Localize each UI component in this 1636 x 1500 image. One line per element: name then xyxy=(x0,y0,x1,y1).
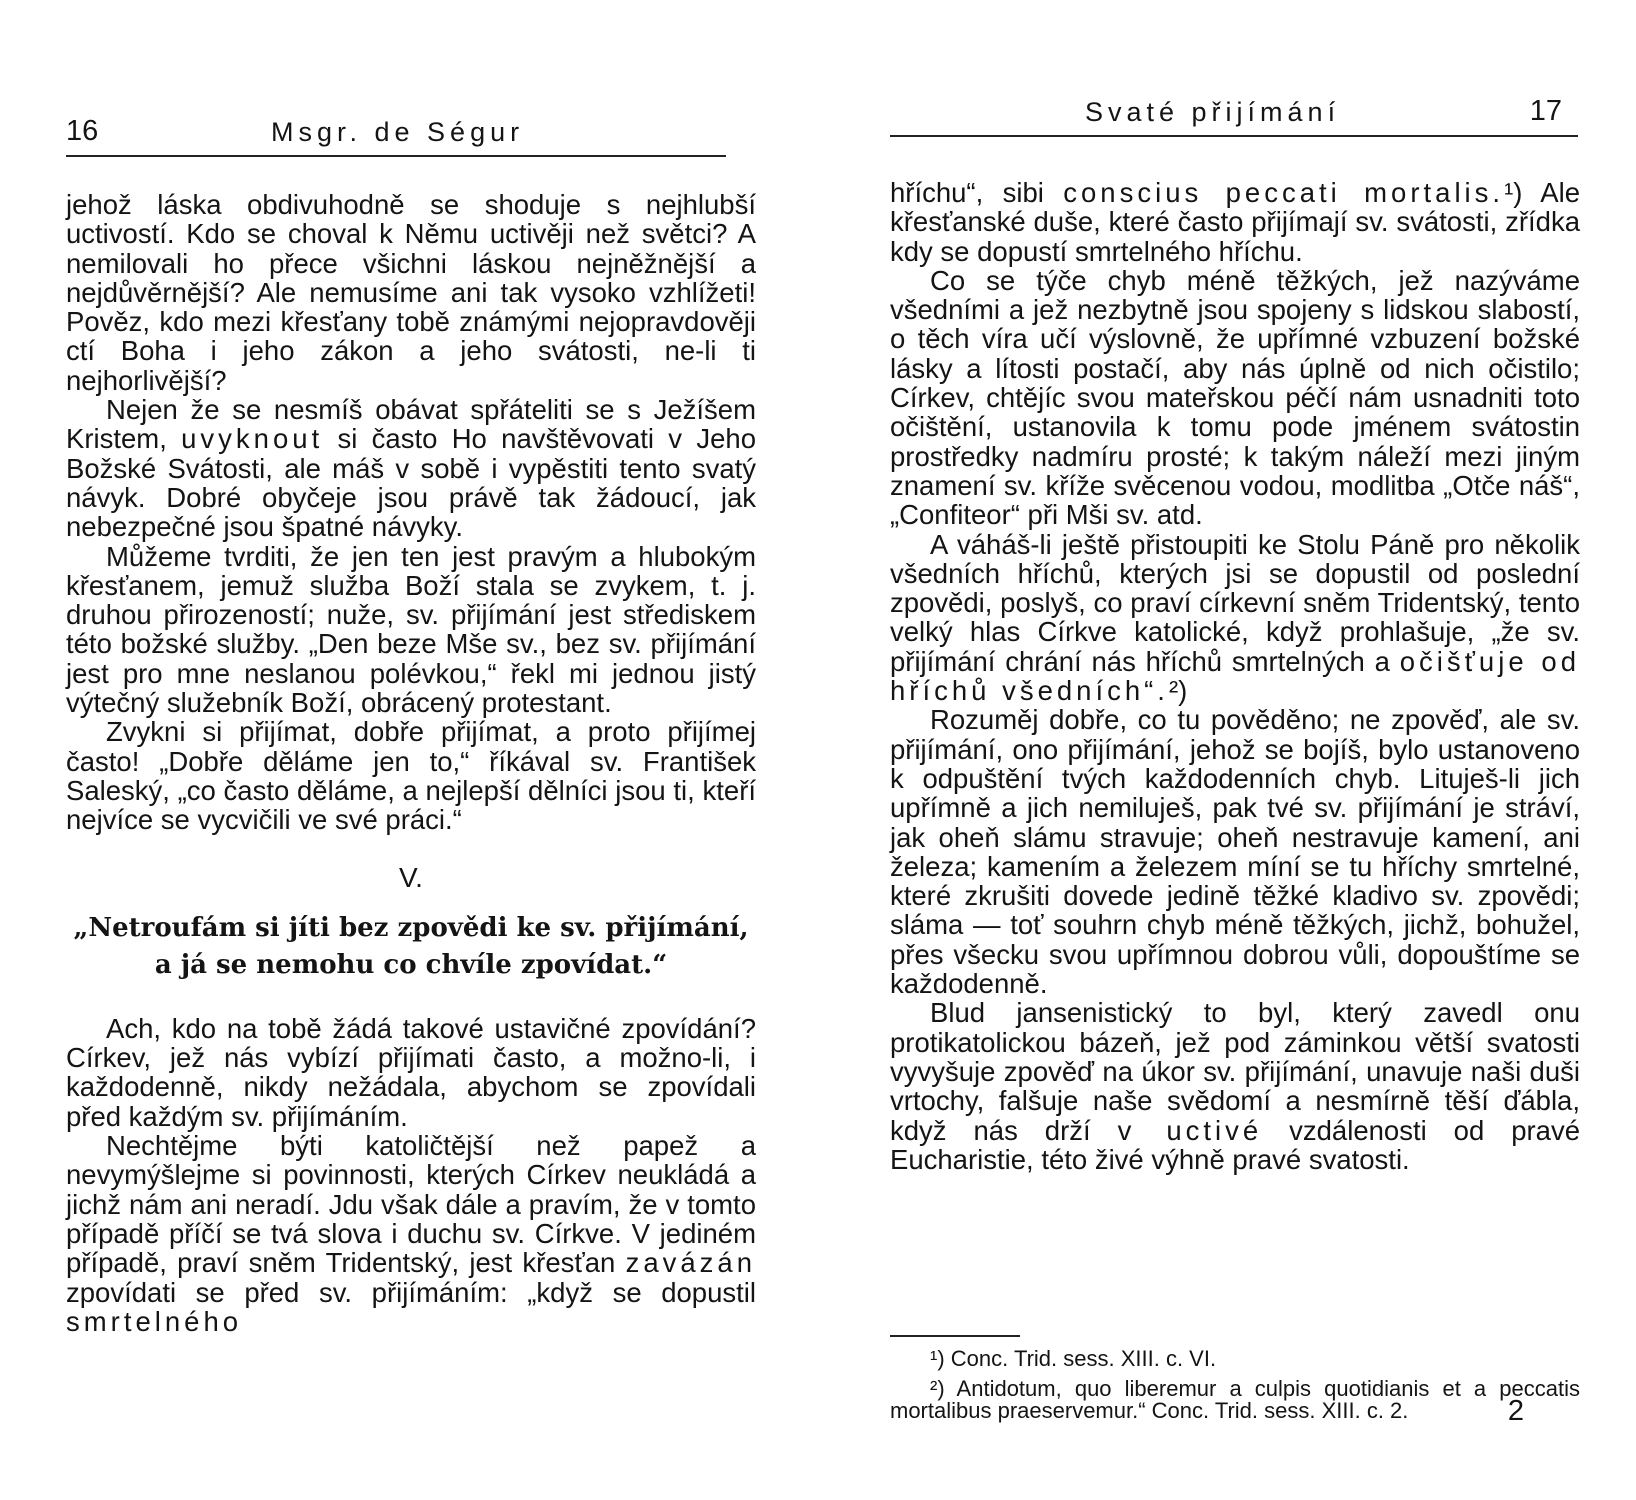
paragraph-text: si často Ho navštěvovati v Jeho Božské Svátosti, ale máš v sobě i vypěstiti tento svatý návyk. Dobré obyčeje jsou právě tak žádoucí, jak nebezpečné jsou špatné návyky. xyxy=(66,423,756,543)
paragraph: Zvykni si přijímat, dobře přijímat, a proto přijímej často! „Dobře děláme jen to,“ říkával sv. František Saleský, „co často děláme, a nejlepší dělníci jsou ti, kteří nejvíce se vycvičili ve své práci.“ xyxy=(66,716,756,836)
paragraph-text: Ale křesťanské duše, které často přijímají sv. svátosti, zřídka kdy se dopustí smrtelného hříchu. xyxy=(890,177,1581,267)
spaced-emphasis: smrtelného xyxy=(66,1305,243,1337)
paragraph-text: Nechtějme býti katoličtější než papež a nevymýšlejme si povinnosti, kterých Církev neukládá a jichž nám ani neradí. Jdu však dále a pravím, že v tomto případě příčí se tvá slova i duchu sv. Církve. V jediném případě, praví sněm Tridentský, jest křesťan xyxy=(66,1130,756,1279)
header-rule xyxy=(66,155,726,157)
running-head: Svaté přijímání xyxy=(1085,97,1341,127)
spaced-emphasis: v uctivé xyxy=(1117,1114,1263,1146)
paragraph xyxy=(66,1131,756,1336)
footnotes xyxy=(890,1348,1580,1430)
paragraph-text: A váháš-li ještě přistoupiti ke Stolu Páně pro několik všedních hříchů, kterých jsi se dopustil od poslední zpovědi, poslyš, co praví církevní sněm Tridentský, tento velký hlas Církve katolické, když prohlašuje, „že sv. přijímání chrání nás hříchů smrtelných a xyxy=(890,528,1580,677)
paragraph-text: Blud jansenistický to byl, který zavedl onu protikatolickou bázeň, jež pod záminkou větší svatosti vyvyšuje zpověď na úkor sv. přijímání, unavuje naši duši vrtochy, falšuje naše svědomí a nesmírně těší ďábla, když nás drží xyxy=(890,997,1580,1146)
paragraph: Ach, kdo na tobě žádá takové ustavičné zpovídání? Církev, jež nás vybízí přijímati často, a možno-li, i každodenně, nikdy nežádala, abychom se zpovídali před každým sv. přijímáním. xyxy=(66,1012,756,1132)
footnote-rule xyxy=(890,1335,1020,1337)
paragraph xyxy=(890,178,1580,266)
footnote: ²) Antidotum, quo liberemur a culpis quotidianis et a peccatis mortalibus praeservemur.“ Conc. Trid. sess. XIII. c. 2. xyxy=(890,1376,1580,1423)
spaced-emphasis: uvyknout xyxy=(181,423,324,455)
page-number: 16 xyxy=(66,115,99,147)
right-page-header xyxy=(890,95,1580,145)
footnote: ¹) Conc. Trid. sess. XIII. c. VI. xyxy=(930,1346,1217,1371)
signature-mark: 2 xyxy=(1507,1395,1524,1427)
spaced-emphasis: conscius peccati mortalis. xyxy=(1063,177,1505,208)
left-page-header xyxy=(66,95,756,145)
section-title: „Netroufám si jíti bez zpovědi ke sv. přijímání, a já se nemohu co chvíle zpovídat.“ xyxy=(73,912,749,980)
right-page-body xyxy=(890,178,1580,1174)
paragraph: Co se týče chyb méně těžkých, jež nazýváme všedními a jež nezbytně jsou spojeny s lidskou slabostí, o těch víra učí výslovně, že upřímné vzbuzení božské lásky a lítosti postačí, aby nás úplně od nich očistilo; Církev, chtějíc svou mateřskou péčí nám usnadniti toto očištění, ustanovila k tomu pode jménem svátostin prostředky nadmíru prosté; k takým náleží mezi jiným znamení sv. kříže svěcenou vodou, modlitba „Otče náš“, „Confiteor“ při Mši sv. atd. xyxy=(890,264,1580,531)
paragraph xyxy=(890,998,1580,1174)
section-number: V. xyxy=(399,861,423,893)
left-page-body xyxy=(66,190,756,1336)
footnote-ref: ¹) xyxy=(1504,177,1523,208)
paragraph-text: hříchu“, sibi xyxy=(890,177,1044,208)
paragraph: Můžeme tvrditi, že jen ten jest pravým a hlubokým křesťanem, jemuž služba Boží stala se zvykem, t. j. druhou přirozeností; nuže, sv. přijímání jest střediskem této božské služby. „Den beze Mše sv., bez sv. přijímání jest pro mne neslanou polévkou,“ řekl mi jednou jistý výtečný služebník Boží, obrácený protestant. xyxy=(66,540,756,719)
header-rule xyxy=(890,135,1578,137)
paragraph-text: Nejen že se nesmíš obávat spřáteliti se s Ježíšem Kristem, xyxy=(66,394,756,455)
running-head: Msgr. de Ségur xyxy=(271,117,525,147)
page-number: 17 xyxy=(1529,95,1562,127)
paragraph-text: vzdálenosti od pravé Eucharistie, této živé výhně pravé svatosti. xyxy=(890,1114,1580,1175)
paragraph: Rozuměj dobře, co tu pověděno; ne zpověď, ale sv. přijímání, ono přijímání, jehož se bojíš, bylo ustanoveno k odpuštění tvých každodenních chyb. Lituješ-li jich upřímně a jich nemiluješ, pak tvé sv. přijímání je stráví, jak oheň slámu stravuje; oheň nestravuje kamení, ani železa; kamením a železem míní se tu hříchy smrtelné, které zkrušiti dovede jedině těžké kladivo sv. zpovědi; sláma — toť souhrn chyb méně těžkých, jichž, bohužel, přes všecku svou upřímnou dobrou vůli, dopouštíme se každodenně. xyxy=(890,704,1580,1000)
footnote-ref: ²) xyxy=(1168,675,1188,707)
paragraph-text: zpovídati se před sv. přijímáním: „když se dopustil xyxy=(66,1276,756,1308)
paragraph xyxy=(66,395,756,541)
paragraph xyxy=(890,530,1580,706)
paragraph: jehož láska obdivuhodně se shoduje s nejhlubší uctivostí. Kdo se choval k Němu uctivěji než světci? A nemilovali ho přece všichni láskou nejněžnější a nejdůvěrnější? Ale nemusíme ani tak vysoko vzhlížeti! Pověz, kdo mezi křesťany tobě známými nejopravdověji ctí Boha i jeho zákon a jeho svátosti, ne-li ti nejhorlivější? xyxy=(66,189,756,396)
spaced-emphasis: zavázán xyxy=(625,1247,756,1279)
spaced-emphasis: očišťuje od hříchů všedních“. xyxy=(890,645,1581,707)
